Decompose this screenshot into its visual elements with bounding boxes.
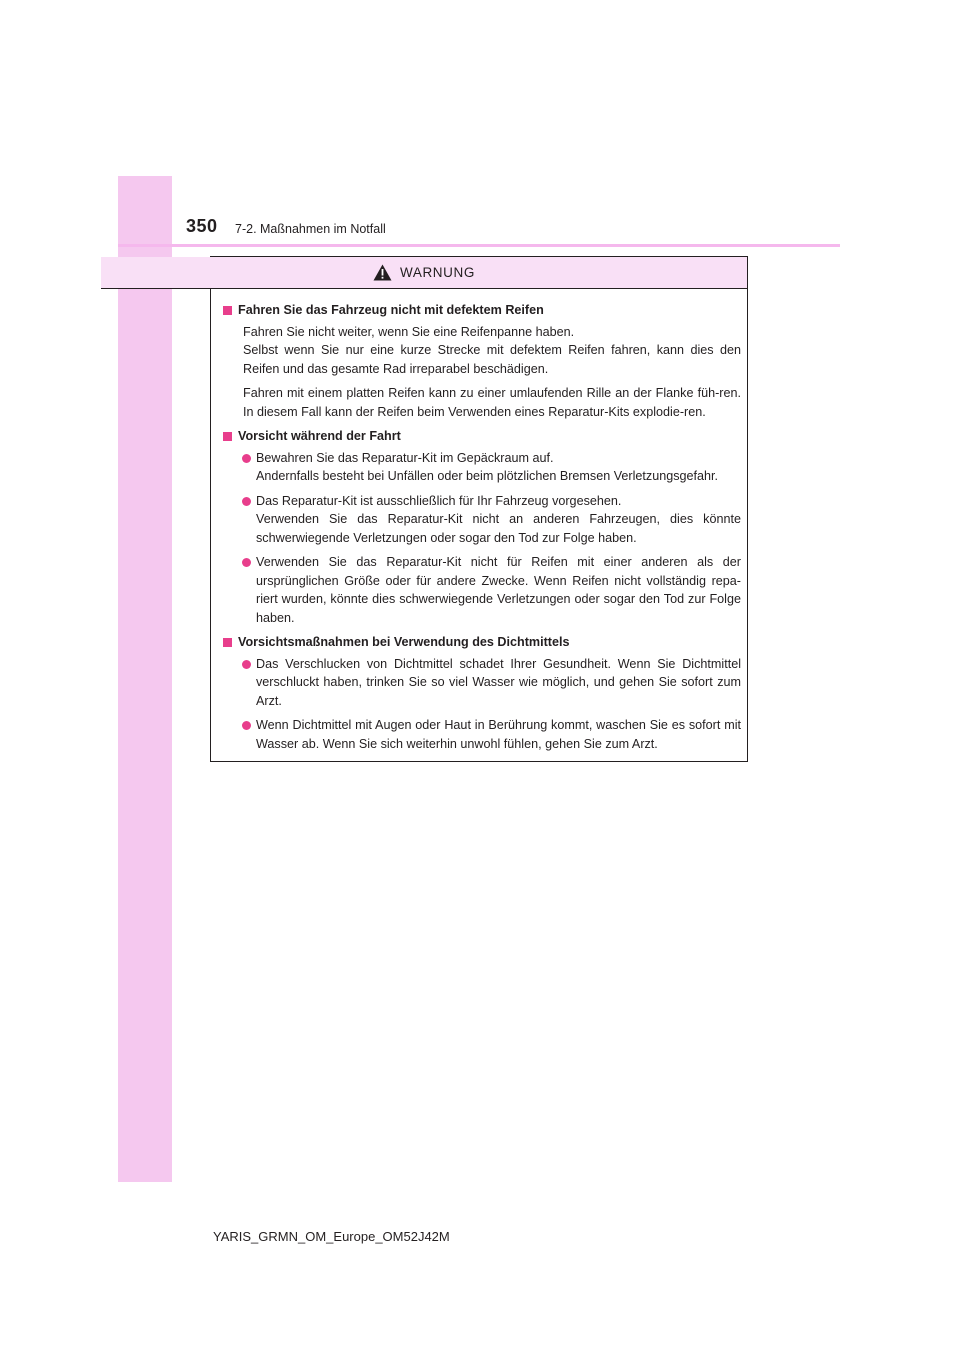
bullet-line: Andernfalls besteht bei Unfällen oder beim plötzlichen Bremsen Verletzungsgefahr.	[256, 469, 719, 483]
section-heading	[223, 633, 741, 652]
paragraph-line: Fahren Sie nicht weiter, wenn Sie eine Reifenpanne haben.	[243, 324, 575, 339]
warning-box	[210, 256, 748, 762]
bullet-line: Bewahren Sie das Reparatur-Kit im Gepäckraum auf.	[256, 450, 554, 465]
chapter-tab-band	[118, 176, 172, 1182]
paragraph-line: Selbst wenn Sie nur eine kurze Strecke mit defektem Reifen fahren, kann dies den Reifen und das gesamte Rad irreparabel beschädigen.	[243, 343, 741, 376]
section-heading-text: Vorsichtsmaßnahmen bei Verwendung des Dichtmittels	[238, 635, 570, 649]
round-bullet-icon	[242, 721, 251, 730]
bullet-item	[223, 716, 741, 753]
warning-section	[223, 633, 741, 753]
round-bullet-icon	[242, 497, 251, 506]
warning-header	[101, 257, 747, 289]
round-bullet-icon	[242, 660, 251, 669]
paragraph	[223, 323, 741, 379]
square-bullet-icon	[223, 432, 232, 441]
document-code: YARIS_GRMN_OM_Europe_OM52J42M	[213, 1229, 450, 1244]
header-rule	[118, 244, 840, 247]
square-bullet-icon	[223, 638, 232, 647]
bullet-item	[223, 655, 741, 711]
bullet-line: Das Reparatur-Kit ist ausschließlich für Ihr Fahrzeug vorgesehen.	[256, 493, 622, 508]
paragraph: Fahren mit einem platten Reifen kann zu einer umlaufenden Rille an der Flanke füh-ren. In diesem Fall kann der Reifen beim Verwenden eines Reparatur-Kits explodie-ren.	[243, 386, 741, 419]
bullet-line: Verwenden Sie das Reparatur-Kit nicht an anderen Fahrzeugen, dies könnte schwerwiegende Verletzungen oder sogar den Tod zur Folge haben.	[256, 512, 741, 545]
bullet-item	[223, 553, 741, 627]
round-bullet-icon	[242, 558, 251, 567]
bullet-item	[223, 492, 741, 548]
section-heading	[223, 427, 741, 446]
warning-section	[223, 427, 741, 627]
bullet-text: Wenn Dichtmittel mit Augen oder Haut in Berührung kommt, waschen Sie es sofort mit Wasser ab. Wenn Sie sich weiterhin unwohl fühlen, gehen Sie zum Arzt.	[256, 718, 741, 751]
square-bullet-icon	[223, 306, 232, 315]
bullet-text: Verwenden Sie das Reparatur-Kit nicht für Reifen mit einer anderen als der ursprünglichen Größe oder für andere Zwecke. Wenn Reifen nicht vollständig repa-riert wurden, könnte dies schwerwiegende Verletzungen oder sogar den Tod zur Folge haben.	[256, 555, 741, 625]
warning-section	[223, 301, 741, 421]
warning-triangle-icon	[373, 264, 392, 281]
bullet-text: Das Verschlucken von Dichtmittel schadet Ihrer Gesundheit. Wenn Sie Dichtmittel verschluckt haben, trinken Sie so viel Wasser wie möglich, und gehen Sie sofort zum Arzt.	[256, 656, 741, 708]
section-heading-text: Fahren Sie das Fahrzeug nicht mit defektem Reifen	[238, 303, 544, 317]
section-heading	[223, 301, 741, 320]
bullet-item	[223, 449, 741, 486]
page-number: 350	[186, 216, 218, 236]
round-bullet-icon	[242, 454, 251, 463]
warning-title: WARNUNG	[400, 265, 475, 280]
warning-body	[211, 289, 747, 753]
section-title: 7-2. Maßnahmen im Notfall	[235, 222, 386, 236]
section-heading-text: Vorsicht während der Fahrt	[238, 429, 401, 443]
